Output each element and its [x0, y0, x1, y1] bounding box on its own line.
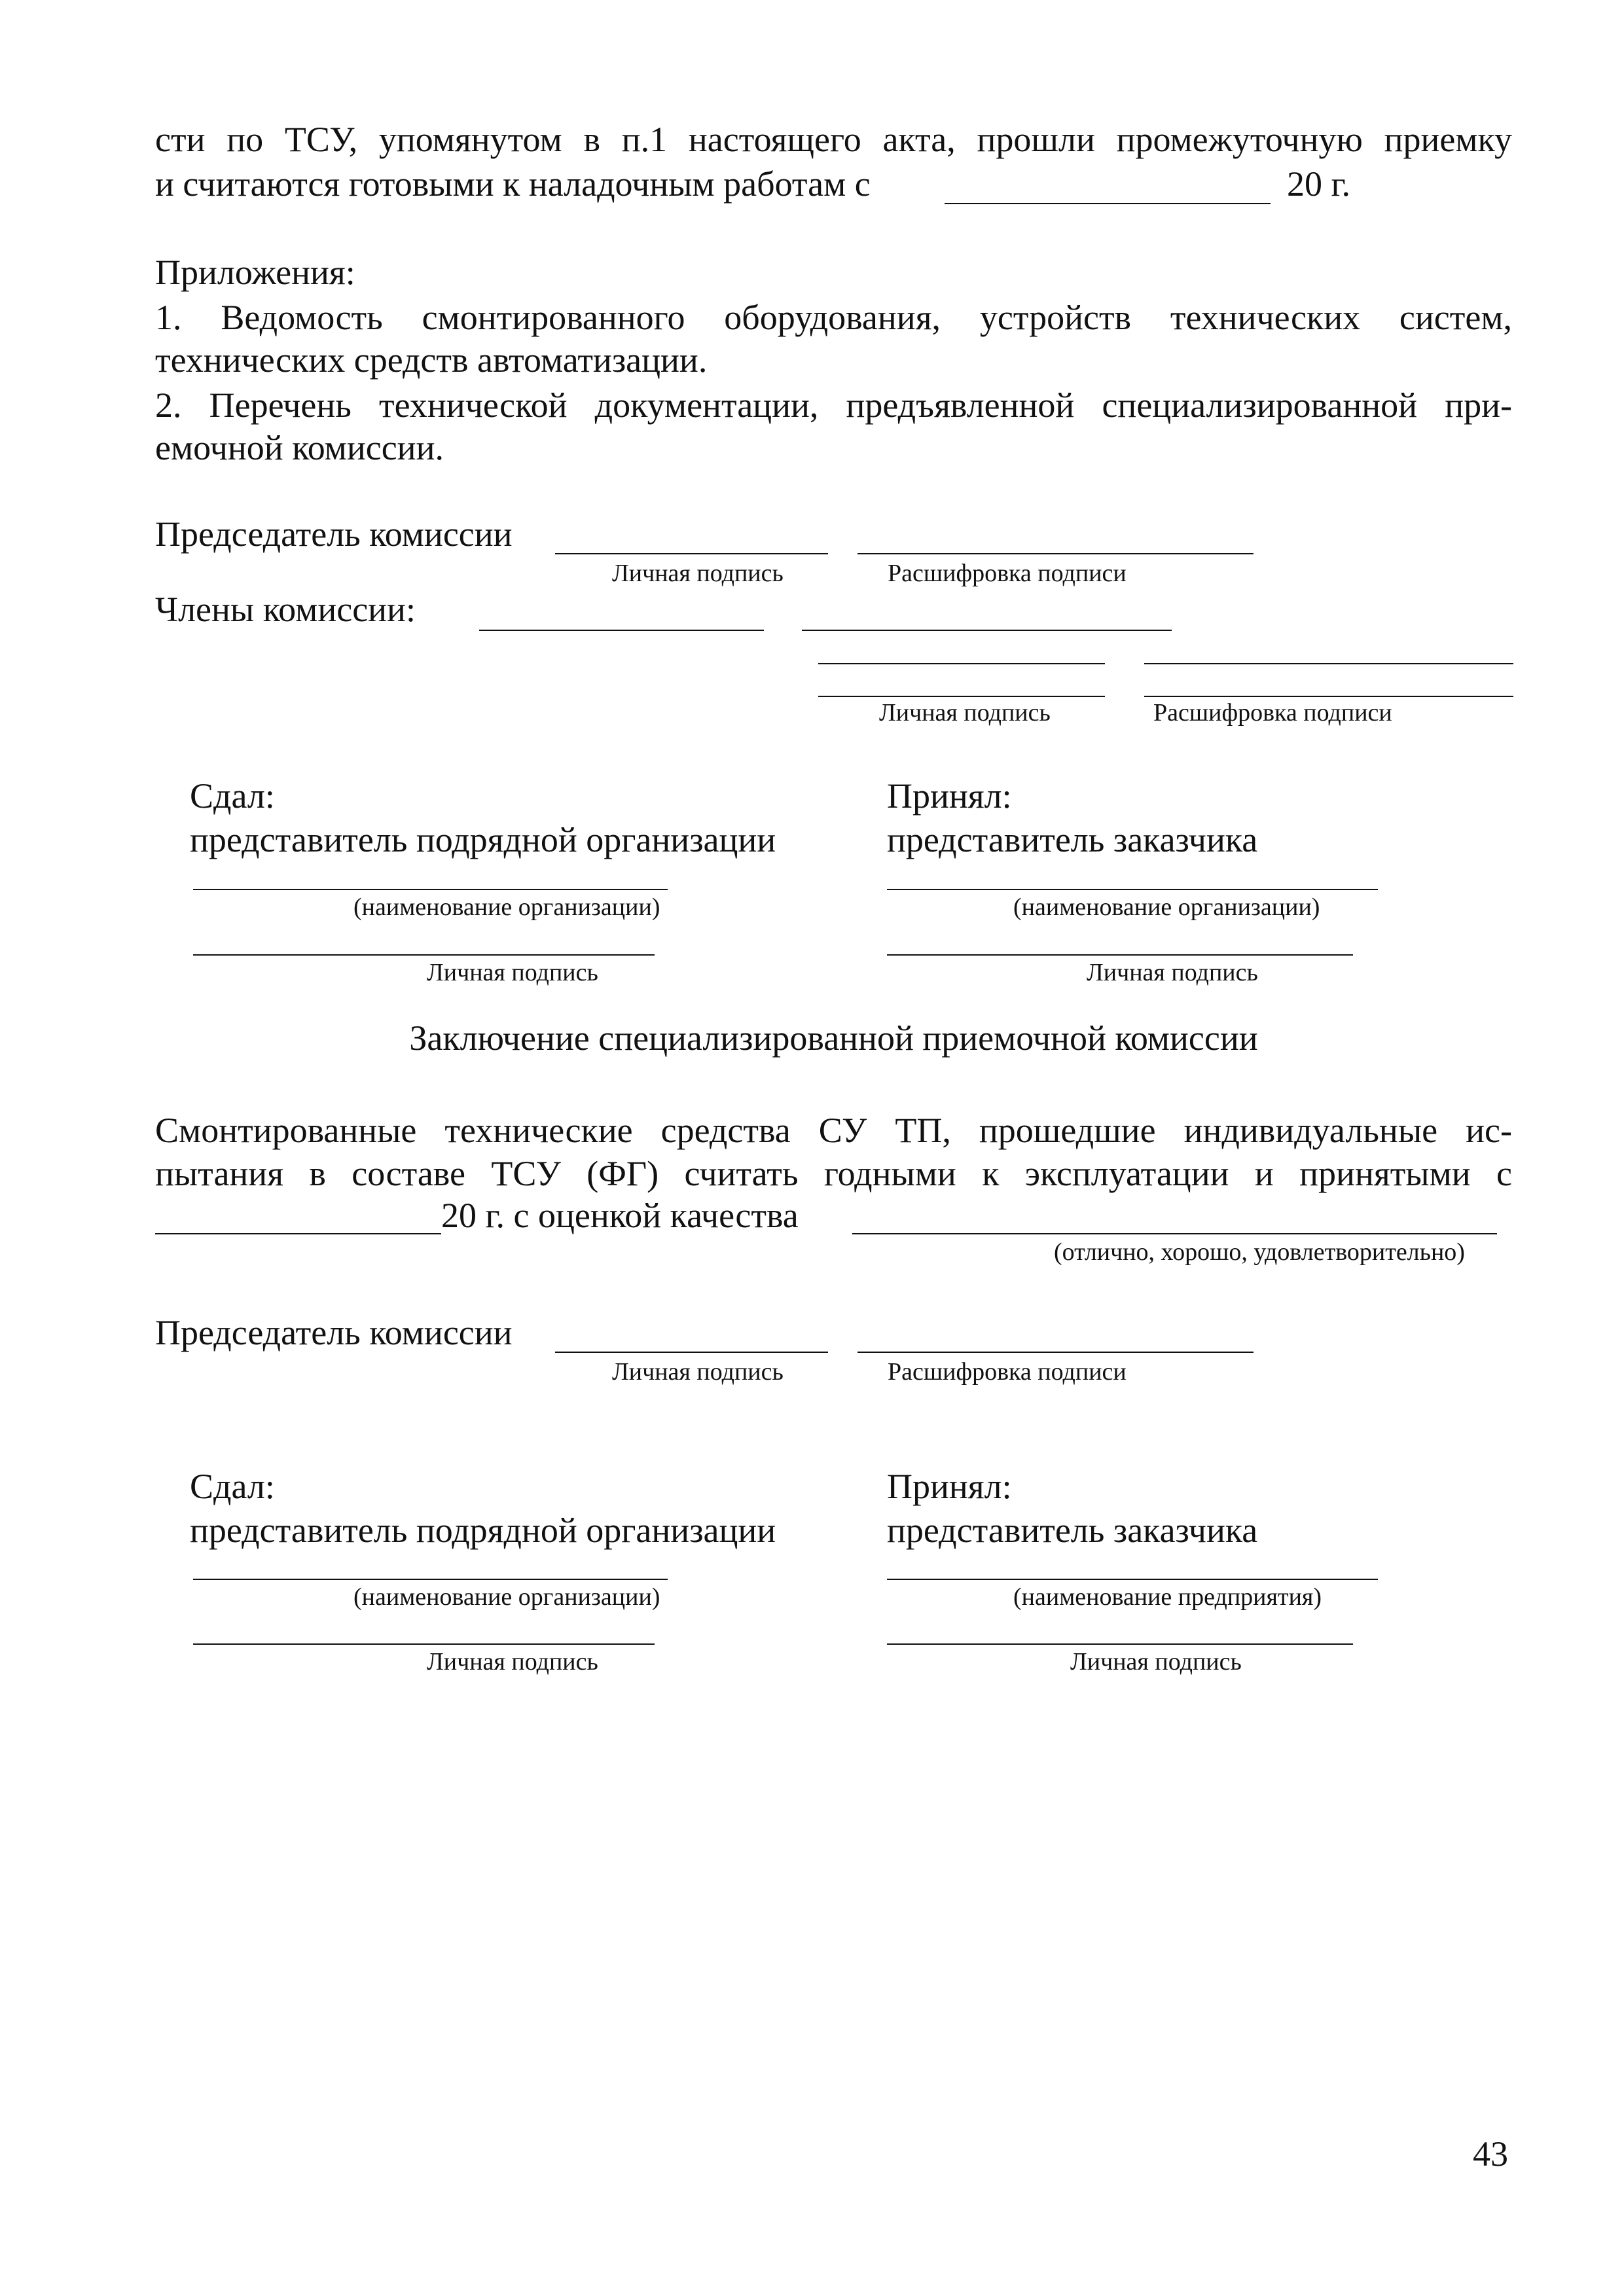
chairman-2-decode-line[interactable] — [857, 1352, 1254, 1353]
chairman-signature-line[interactable] — [555, 553, 828, 554]
attachment-1-line-2: технических средств автоматизации. — [155, 340, 708, 380]
chairman-2-decode-caption: Расшифровка подписи — [888, 1358, 1127, 1386]
attachment-1-line-1: 1. Ведомость смонтированного оборудования, устройств технических систем, — [155, 298, 1512, 337]
gave-org-line[interactable] — [193, 889, 668, 890]
took-signature-caption-2: Личная подпись — [1070, 1648, 1242, 1676]
conclusion-line-3: 20 г. с оценкой качества — [441, 1196, 799, 1235]
gave-label-2: Сдал: — [190, 1467, 275, 1506]
attachments-heading: Приложения: — [155, 253, 355, 292]
quality-grade-blank[interactable] — [852, 1233, 1497, 1234]
intro-line-2-end: 20 г. — [1287, 164, 1351, 204]
took-org-caption: (наименование организации) — [1013, 893, 1320, 921]
member-1-decode-line[interactable] — [802, 630, 1172, 631]
chairman-decode-caption: Расшифровка подписи — [888, 560, 1127, 587]
conclusion-line-2: пытания в составе ТСУ (ФГ) считать годными к эксплуатации и принятыми с — [155, 1154, 1512, 1193]
took-org-line-2[interactable] — [887, 1579, 1378, 1580]
members-signature-caption: Личная подпись — [879, 699, 1051, 726]
attachment-2-line-2: емочной комиссии. — [155, 428, 444, 467]
chairman-label-2: Председатель комиссии — [155, 1313, 513, 1352]
gave-role-2: представитель подрядной организации — [190, 1511, 776, 1550]
start-date-blank[interactable] — [945, 203, 1271, 204]
member-3-decode-line[interactable] — [1144, 696, 1513, 697]
member-2-decode-line[interactable] — [1144, 663, 1513, 664]
gave-signature-line-2[interactable] — [193, 1643, 655, 1645]
took-org-caption-2: (наименование предприятия) — [1013, 1583, 1322, 1611]
gave-org-caption: (наименование организации) — [353, 893, 660, 921]
gave-signature-caption: Личная подпись — [427, 959, 598, 986]
page-number: 43 — [1473, 2134, 1508, 2174]
gave-label: Сдал: — [190, 776, 275, 816]
chairman-label: Председатель комиссии — [155, 514, 513, 554]
conclusion-line-1: Смонтированные технические средства СУ ТП, прошедшие индивидуальные ис- — [155, 1111, 1512, 1150]
took-org-line[interactable] — [887, 889, 1378, 890]
took-role: представитель заказчика — [887, 820, 1258, 859]
members-label: Члены комиссии: — [155, 590, 416, 629]
gave-signature-caption-2: Личная подпись — [427, 1648, 598, 1676]
took-signature-caption: Личная подпись — [1087, 959, 1258, 986]
took-signature-line-2[interactable] — [887, 1643, 1353, 1645]
chairman-decode-line[interactable] — [857, 553, 1254, 554]
quality-caption: (отлично, хорошо, удовлетворительно) — [1054, 1238, 1465, 1266]
member-3-signature-line[interactable] — [818, 696, 1105, 697]
gave-org-line-2[interactable] — [193, 1579, 668, 1580]
chairman-signature-caption: Личная подпись — [612, 560, 784, 587]
intro-line-2-start: и считаются готовыми к наладочным работам с — [155, 164, 871, 204]
chairman-2-signature-caption: Личная подпись — [612, 1358, 784, 1386]
took-signature-line[interactable] — [887, 954, 1353, 956]
took-label-2: Принял: — [887, 1467, 1012, 1506]
members-decode-caption: Расшифровка подписи — [1153, 699, 1392, 726]
gave-signature-line[interactable] — [193, 954, 655, 956]
took-label: Принял: — [887, 776, 1012, 816]
acceptance-date-blank[interactable] — [155, 1233, 441, 1234]
member-1-signature-line[interactable] — [479, 630, 764, 631]
member-2-signature-line[interactable] — [818, 663, 1105, 664]
gave-org-caption-2: (наименование организации) — [353, 1583, 660, 1611]
conclusion-title: Заключение специализированной приемочной комиссии — [409, 1018, 1258, 1058]
took-role-2: представитель заказчика — [887, 1511, 1258, 1550]
gave-role: представитель подрядной организации — [190, 820, 776, 859]
intro-line-1: сти по ТСУ, упомянутом в п.1 настоящего акта, прошли промежуточную приемку — [155, 120, 1512, 159]
attachment-2-line-1: 2. Перечень технической документации, предъявленной специализированной при- — [155, 386, 1512, 425]
chairman-2-signature-line[interactable] — [555, 1352, 828, 1353]
